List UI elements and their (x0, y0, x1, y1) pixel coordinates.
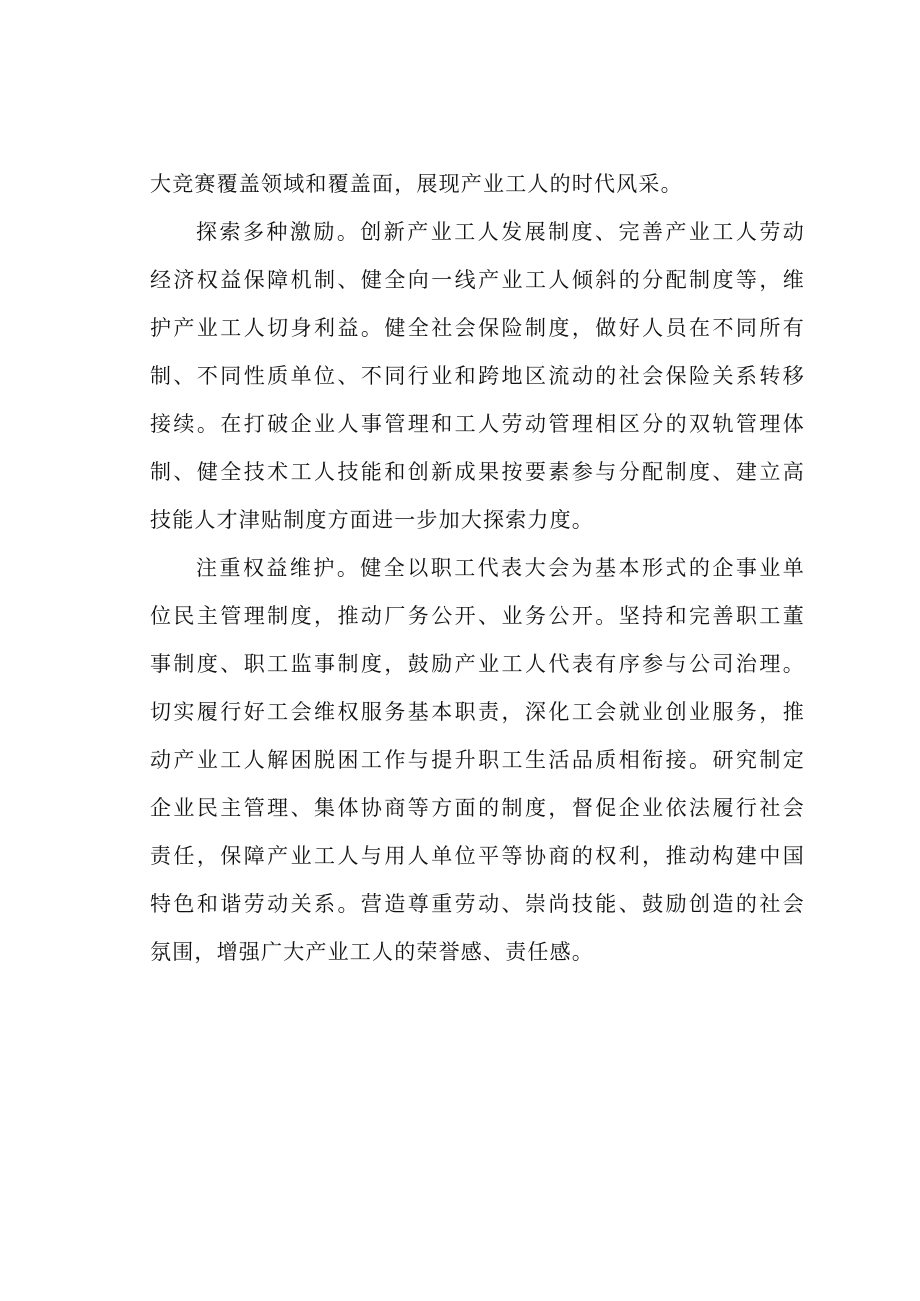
text-line: 动产业工人解困脱困工作与提升职工生活品质相衔接。研究制定 (150, 748, 805, 772)
text-line: 制、健全技术工人技能和创新成果按要素参与分配制度、建立高 (150, 460, 805, 484)
text-line: 位民主管理制度，推动厂务公开、业务公开。坚持和完善职工董 (150, 604, 805, 628)
text-line: 特色和谐劳动关系。营造尊重劳动、崇尚技能、鼓励创造的社会 (150, 892, 805, 916)
text-line: 经济权益保障机制、健全向一线产业工人倾斜的分配制度等，维 (150, 268, 805, 292)
paragraph-incentives (150, 208, 805, 544)
paragraph-rights (150, 544, 805, 976)
paragraph-continuation (150, 160, 805, 208)
text-line: 事制度、职工监事制度，鼓励产业工人代表有序参与公司治理。 (150, 652, 805, 676)
text-line: 氛围，增强广大产业工人的荣誉感、责任感。 (150, 940, 594, 964)
text-line: 大竞赛覆盖领域和覆盖面，展现产业工人的时代风采。 (150, 172, 683, 196)
text-line: 接续。在打破企业人事管理和工人劳动管理相区分的双轨管理体 (150, 412, 805, 436)
text-line: 护产业工人切身利益。健全社会保险制度，做好人员在不同所有 (150, 316, 805, 340)
text-line: 注重权益维护。健全以职工代表大会为基本形式的企事业单 (196, 556, 805, 580)
text-line: 责任，保障产业工人与用人单位平等协商的权利，推动构建中国 (150, 844, 805, 868)
text-line: 企业民主管理、集体协商等方面的制度，督促企业依法履行社会 (150, 796, 805, 820)
body-text (150, 160, 805, 976)
text-line: 技能人才津贴制度方面进一步加大探索力度。 (150, 508, 594, 532)
text-line: 切实履行好工会维权服务基本职责，深化工会就业创业服务，推 (150, 700, 805, 724)
text-line: 探索多种激励。创新产业工人发展制度、完善产业工人劳动 (196, 220, 805, 244)
text-line: 制、不同性质单位、不同行业和跨地区流动的社会保险关系转移 (150, 364, 805, 388)
